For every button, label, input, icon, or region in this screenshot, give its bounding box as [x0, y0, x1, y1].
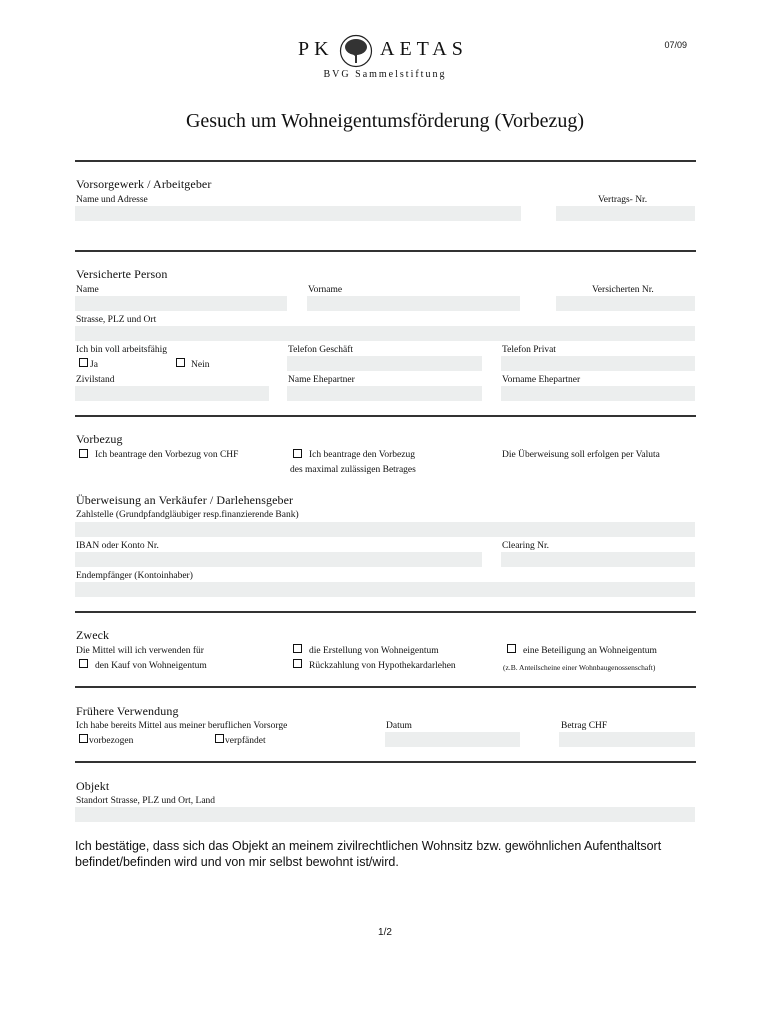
- label-nein: Nein: [191, 360, 210, 370]
- telefon-privat-field[interactable]: [501, 356, 695, 371]
- vertrags-nr-field[interactable]: [556, 206, 695, 221]
- label-verpfaendet: verpfändet: [225, 736, 266, 746]
- label-rueckzahlung: Rückzahlung von Hypothekardarlehen: [309, 661, 456, 671]
- name-field[interactable]: [75, 296, 287, 311]
- label-kauf: den Kauf von Wohneigentum: [95, 661, 207, 671]
- strasse-field[interactable]: [75, 326, 695, 341]
- zahlstelle-field[interactable]: [75, 522, 695, 537]
- nein-checkbox[interactable]: [176, 358, 185, 367]
- label-vorname-ehepartner: Vorname Ehepartner: [502, 375, 581, 385]
- telefon-geschaeft-field[interactable]: [287, 356, 482, 371]
- label-name-ehepartner: Name Ehepartner: [288, 375, 355, 385]
- endempfaenger-field[interactable]: [75, 582, 695, 597]
- vorbezug-chf-checkbox[interactable]: [79, 449, 88, 458]
- label-name: Name: [76, 285, 99, 295]
- label-beteiligung-note: (z.B. Anteilscheine einer Wohnbaugenossenschaft): [503, 663, 656, 672]
- erstellung-checkbox[interactable]: [293, 644, 302, 653]
- label-valuta: Die Überweisung soll erfolgen per Valuta: [502, 450, 660, 460]
- heading-versicherte-person: Versicherte Person: [76, 267, 168, 281]
- label-standort: Standort Strasse, PLZ und Ort, Land: [76, 796, 216, 806]
- document-code: 07/09: [664, 40, 687, 50]
- label-fruehere-intro: Ich habe bereits Mittel aus meiner beruflichen Vorsorge: [76, 721, 288, 731]
- label-vorbezug-max-2: des maximal zulässigen Betrages: [290, 465, 416, 475]
- label-telefon-privat: Telefon Privat: [502, 345, 556, 355]
- verpfaendet-checkbox[interactable]: [215, 734, 224, 743]
- heading-fruehere-verwendung: Frühere Verwendung: [76, 704, 179, 718]
- label-datum: Datum: [386, 721, 412, 731]
- label-arbeitsfaehig: Ich bin voll arbeitsfähig: [76, 345, 168, 355]
- label-vorbezogen: vorbezogen: [89, 736, 134, 746]
- beteiligung-checkbox[interactable]: [507, 644, 516, 653]
- label-strasse: Strasse, PLZ und Ort: [76, 315, 157, 325]
- label-ja: Ja: [90, 360, 98, 370]
- kauf-checkbox[interactable]: [79, 659, 88, 668]
- label-vorbezug-max-1: Ich beantrage den Vorbezug: [309, 450, 415, 460]
- name-adresse-field[interactable]: [75, 206, 521, 221]
- section-divider: [75, 686, 696, 688]
- zivilstand-field[interactable]: [75, 386, 269, 401]
- label-iban: IBAN oder Konto Nr.: [76, 541, 159, 551]
- section-divider: [75, 250, 696, 252]
- page-title: Gesuch um Wohneigentumsförderung (Vorbezug): [185, 110, 585, 132]
- iban-field[interactable]: [75, 552, 482, 567]
- label-zivilstand: Zivilstand: [76, 375, 115, 385]
- page-number: 1/2: [378, 927, 392, 938]
- vorname-field[interactable]: [307, 296, 520, 311]
- heading-ueberweisung: Überweisung an Verkäufer / Darlehensgeber: [76, 493, 294, 507]
- clearing-field[interactable]: [501, 552, 695, 567]
- label-zweck-intro: Die Mittel will ich verwenden für: [76, 646, 204, 656]
- label-betrag: Betrag CHF: [561, 721, 608, 731]
- section-divider: [75, 160, 696, 162]
- label-vertrags-nr: Vertrags- Nr.: [598, 195, 648, 205]
- versicherten-nr-field[interactable]: [556, 296, 695, 311]
- ja-checkbox[interactable]: [79, 358, 88, 367]
- label-vorname: Vorname: [308, 285, 343, 295]
- label-name-adresse: Name und Adresse: [76, 195, 148, 205]
- name-ehepartner-field[interactable]: [287, 386, 482, 401]
- heading-vorbezug: Vorbezug: [76, 432, 123, 446]
- vorbezogen-checkbox[interactable]: [79, 734, 88, 743]
- label-beteiligung: eine Beteiligung an Wohneigentum: [523, 646, 657, 656]
- label-zahlstelle: Zahlstelle (Grundpfandgläubiger resp.finanzierende Bank): [76, 510, 299, 520]
- vorbezug-max-checkbox[interactable]: [293, 449, 302, 458]
- confirmation-text: Ich bestätige, dass sich das Objekt an meinem zivilrechtlichen Wohnsitz bzw. gewöhnlichen Aufenthaltsort befindet/befinden wird und von mir selbst bewohnt ist/wird.: [75, 839, 662, 869]
- label-endempfaenger: Endempfänger (Kontoinhaber): [76, 571, 193, 581]
- heading-zweck: Zweck: [76, 628, 110, 642]
- label-telefon-geschaeft: Telefon Geschäft: [288, 345, 354, 355]
- section-divider: [75, 611, 696, 613]
- datum-field[interactable]: [385, 732, 520, 747]
- betrag-field[interactable]: [559, 732, 695, 747]
- brand-right: AETAS: [380, 38, 468, 60]
- standort-field[interactable]: [75, 807, 695, 822]
- rueckzahlung-checkbox[interactable]: [293, 659, 302, 668]
- heading-objekt: Objekt: [76, 779, 110, 793]
- label-clearing: Clearing Nr.: [502, 541, 549, 551]
- label-versicherten-nr: Versicherten Nr.: [592, 285, 654, 295]
- vorname-ehepartner-field[interactable]: [501, 386, 695, 401]
- tree-logo-icon: [339, 34, 373, 68]
- brand-subtitle: BVG Sammelstiftung: [323, 69, 447, 80]
- section-divider: [75, 761, 696, 763]
- label-erstellung: die Erstellung von Wohneigentum: [309, 646, 439, 656]
- heading-vorsorgewerk: Vorsorgewerk / Arbeitgeber: [76, 177, 212, 191]
- brand-left: PK: [298, 38, 334, 60]
- section-divider: [75, 415, 696, 417]
- label-vorbezug-chf: Ich beantrage den Vorbezug von CHF: [95, 450, 239, 460]
